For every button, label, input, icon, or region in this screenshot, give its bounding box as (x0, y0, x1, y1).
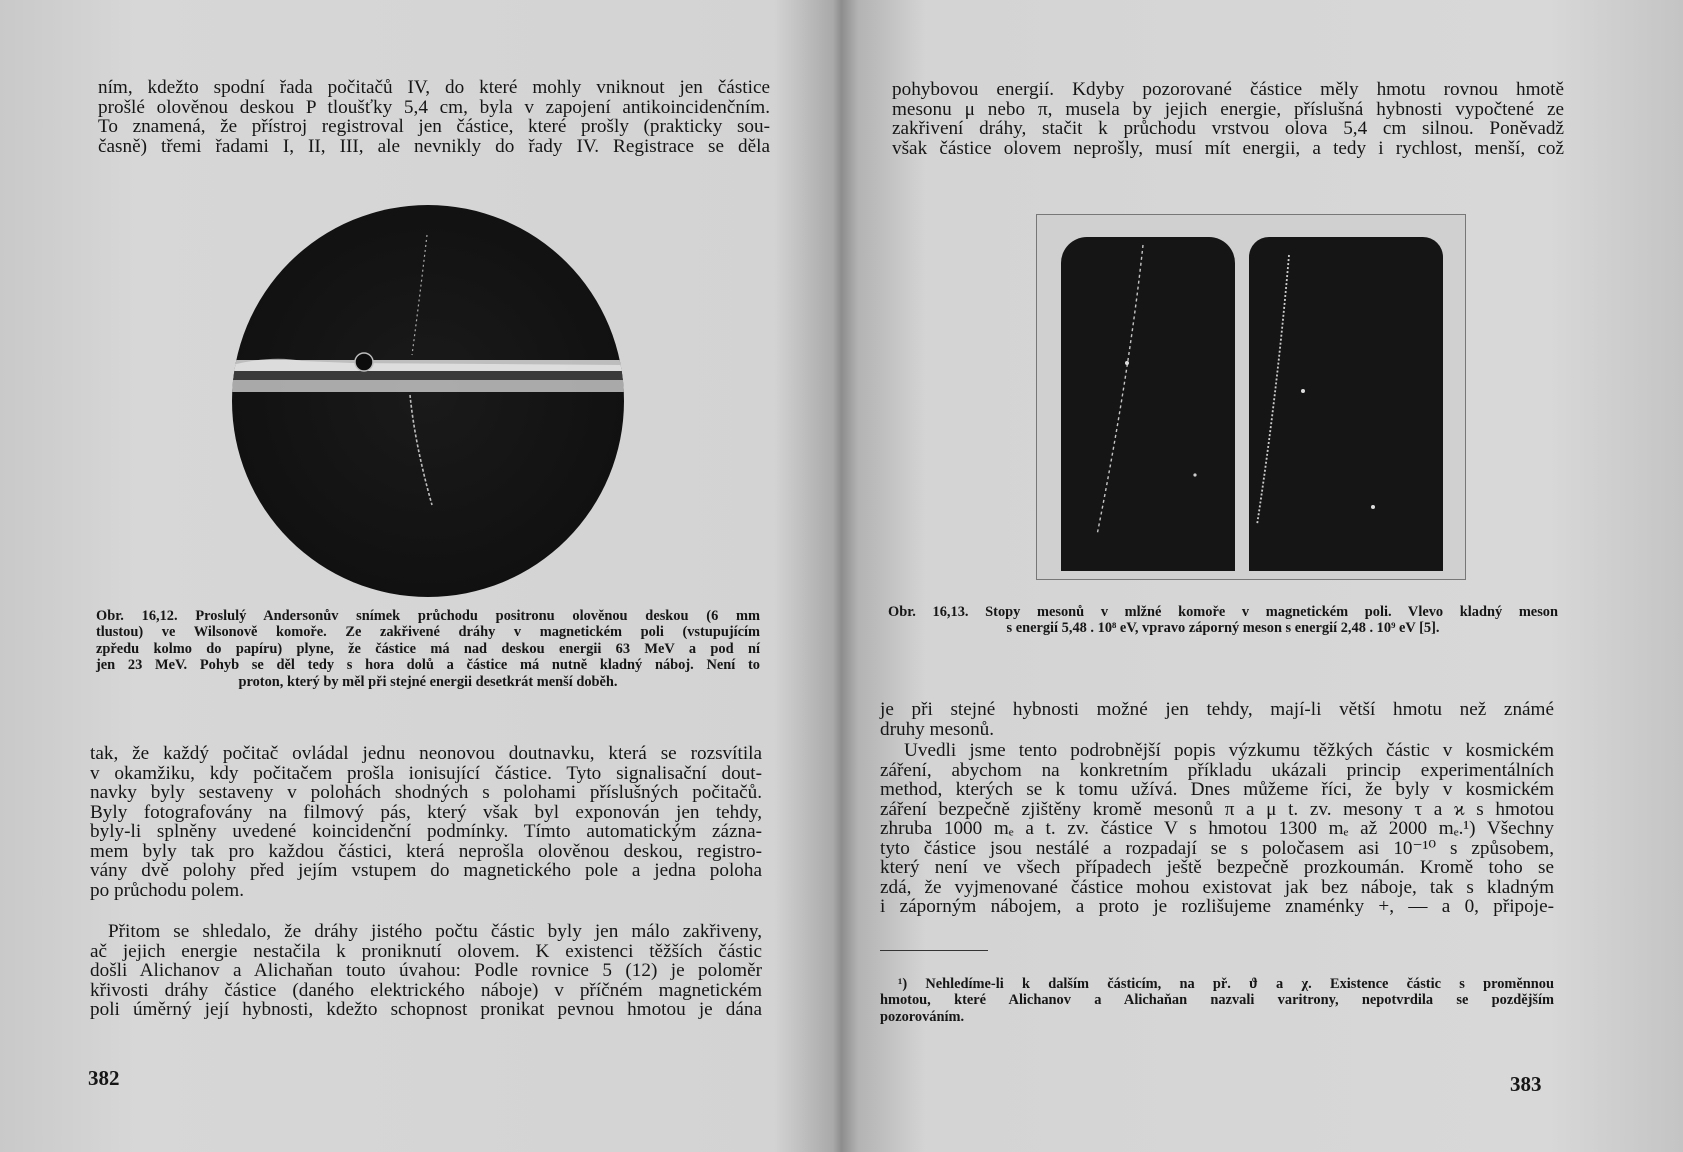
caption-line: jen 23 MeV. Pohyb se děl tedy s hora dolů a částice má nutně kladný náboj. Není to (96, 657, 760, 674)
text-line: pohybovou energií. Kdyby pozorované částice měly hmotu rovnou hmotě (892, 79, 1564, 100)
caption-line: s energií 5,48 . 10⁸ eV, vpravo záporný meson s energií 2,48 . 10⁹ eV [5]. (1006, 620, 1440, 637)
text-line: tak, že každý počitač ovládal jednu neonovou doutnavku, která se rozsvítila (90, 743, 762, 764)
right-body-paragraph-2 (880, 741, 1554, 917)
caption-line: Obr. 16,13. Stopy mesonů v mlžné komoře v magnetickém poli. Vlevo kladný meson (888, 604, 1558, 620)
right-top-paragraph (892, 80, 1564, 158)
negative-meson-track (1257, 255, 1289, 525)
positron-track-lower (410, 395, 432, 505)
right-body-paragraph-1 (880, 700, 1554, 739)
lead-plate-body (232, 371, 624, 380)
droplet (1371, 505, 1375, 509)
droplet (1301, 389, 1305, 393)
left-page (0, 0, 830, 1152)
droplet (1125, 361, 1129, 365)
footnote-line: pozorováním. (880, 1008, 965, 1025)
caption-line: Obr. 16,12. Proslulý Andersonův snímek průchodu positronu olověnou deskou (6 mm (96, 608, 760, 624)
text-line: Byly fotografovány na filmový pás, který však byl exponován jen tehdy, (90, 801, 762, 823)
positive-meson-track (1097, 245, 1143, 535)
caption-line: zpředu kolmo do papíru) plyne, že částice má nad deskou energii 63 MeV a pod ní (96, 640, 760, 657)
anderson-positron-photograph (232, 205, 624, 597)
text-line: však částice olovem neprošly, musí mít energii, a tedy i rychlost, menší, což (892, 137, 1564, 159)
page-number-left: 382 (88, 1066, 120, 1090)
text-line: method, kterých se k tomu užívá. Dnes můžeme říci, že byly v kosmickém (880, 779, 1554, 800)
text-line: byly-li splněny uvedené koincidenční podmínky. Tímto automatickým zázna- (90, 821, 762, 842)
text-line: ač jejich energie nestačila k proniknutí olovem. K existenci těžších částic (90, 940, 762, 962)
right-figure-caption (888, 604, 1558, 637)
footnote-line: ¹) Nehledíme-li k dalším částicím, na př. ϑ a χ. Existence částic s proměnnou (898, 976, 1554, 992)
text-line: je při stejné hybnosti možné jen tehdy, mají-li větší hmotu než známé (880, 699, 1554, 720)
text-line: v okamžiku, kdy počitačem prošla ionisující částice. Tyto signalisační dout- (90, 762, 762, 784)
text-line: záření, abychom na konkretním příkladu ukázali princip experimentálních (880, 759, 1554, 781)
left-figure-caption (96, 608, 760, 690)
text-line: který není ve všech případech ještě bezpečně prozkoumán. Kromě toho se (880, 857, 1554, 878)
left-body-paragraph-2 (90, 922, 762, 1020)
text-line: Přitom se shledalo, že dráhy jistého počtu částic byly jen málo zakřiveny, (108, 921, 762, 942)
text-line: ním, kdežto spodní řada počitačů IV, do které mohly vniknout jen částice (98, 77, 770, 98)
text-line: Uvedli jsme tento podrobnější popis výzkumu těžkých částic v kosmickém (904, 740, 1554, 761)
text-line: časně) třemi řadami I, II, III, ale nevnikly do řady IV. Registrace se děla (98, 135, 770, 157)
text-line: poli úměrný její hybnosti, kdežto schopnost pronikat pevnou hmotou je dána (90, 999, 762, 1020)
text-line: po průchodu polem. (90, 879, 245, 901)
text-line: křivosti dráhy částice (daného elektrického náboje) v příčném magnetickém (90, 979, 762, 1001)
text-line: vány dvě polohy před jejím vstupem do magnetického pole a jedna poloha (90, 860, 762, 881)
text-line: To znamená, že přístroj registroval jen částice, které prošly (prakticky sou- (98, 116, 770, 137)
left-top-paragraph (98, 78, 770, 156)
text-line: zakřivení dráhy, stačit k průchodu vrstvou olova 5,4 cm silnou. Poněvadž (892, 118, 1564, 139)
meson-tracks-photograph (1036, 214, 1466, 580)
caption-line: proton, který by měl při stejné energii desetkrát menší doběh. (238, 673, 618, 690)
page-number-right: 383 (1510, 1072, 1542, 1096)
footnote-line: hmotou, které Alichanov a Alichaňan nazvali varitrony, nepotvrdila se pozdějším (880, 992, 1554, 1009)
text-line: zhruba 1000 mₑ a t. zv. částice V s hmotou 1300 mₑ až 2000 mₑ.¹) Všechny (880, 818, 1554, 839)
text-line: mem byly tak pro každou částici, která neprošla olověnou deskou, registro- (90, 840, 762, 862)
text-line: i záporným nábojem, a proto je rozlišujeme znaménky +, — a 0, připoje- (880, 896, 1554, 917)
meson-tracks (1037, 215, 1465, 579)
droplet (1193, 473, 1196, 476)
text-line: záření bezpečně zjištěny kromě mesonů π a μ t. zv. mesony τ a ϰ s hmotou (880, 798, 1554, 820)
left-body-paragraph-1 (90, 744, 762, 900)
text-line: tyto částice jsou nestálé a rozpadají se s poločasem asi 10⁻¹⁰ s způsobem, (880, 837, 1554, 859)
lead-plate-lower-edge (232, 380, 624, 392)
footnote (880, 976, 1554, 1025)
caption-line: tlustou) ve Wilsonově komoře. Ze zakřivené dráhy v magnetickém poli (vstupujícím (96, 624, 760, 641)
text-line: zdá, že vyjmenované částice mohou existovat jak bez náboje, tak s kladným (880, 876, 1554, 898)
text-line: prošlé olověnou deskou P tloušťky 5,4 cm, byla v zapojení antikoincidenčním. (98, 96, 770, 118)
text-line: navky byly sestaveny v polohách shodných s polohami příslušných počitačů. (90, 782, 762, 803)
text-line: došli Alichanov a Alichaňan touto úvahou: Podle rovnice 5 (12) je poloměr (90, 960, 762, 981)
dark-spot (355, 353, 373, 371)
text-line: druhy mesonů. (880, 718, 995, 740)
footnote-divider (880, 950, 988, 951)
text-line: mesonu μ nebo π, musela by jejich energie, příslušná hybnosti vypočtené ze (892, 98, 1564, 120)
cloud-chamber-image (232, 205, 624, 597)
positron-track-upper (412, 235, 427, 355)
